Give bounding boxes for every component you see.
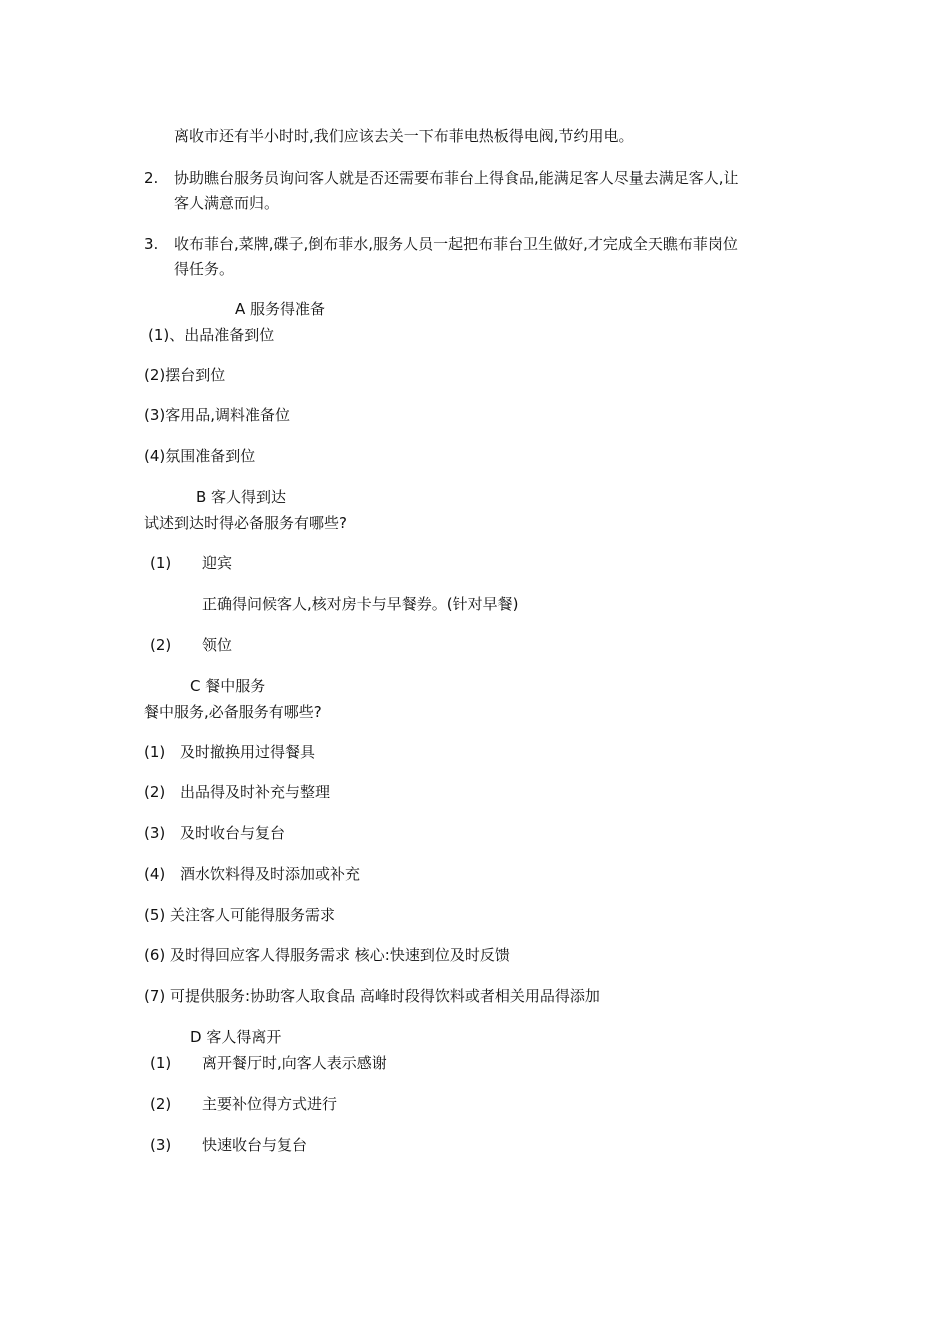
section-a-item: (3)客用品,调料准备位: [144, 406, 291, 424]
section-c-item-text: 酒水饮料得及时添加或补充: [180, 865, 361, 883]
section-c-extra-item: (7) 可提供服务:协助客人取食品 高峰时段得饮料或者相关用品得添加: [144, 987, 600, 1005]
section-b-item-text: 迎宾: [202, 554, 233, 572]
list-item-number: 3.: [144, 235, 159, 253]
section-b-question: 试述到达时得必备服务有哪些?: [144, 514, 347, 532]
section-c-item-text: 及时收台与复台: [180, 824, 286, 842]
section-c-item-text: 出品得及时补充与整理: [180, 783, 331, 801]
section-b-heading: B 客人得到达: [196, 488, 287, 506]
section-d-item-text: 主要补位得方式进行: [202, 1095, 338, 1113]
section-c-heading: C 餐中服务: [190, 677, 266, 695]
section-b-item-number: (2): [150, 636, 172, 654]
section-d-heading: D 客人得离开: [190, 1028, 282, 1046]
section-d-item-number: (2): [150, 1095, 172, 1113]
section-b-item-text: 领位: [202, 636, 233, 654]
list-item-number: 2.: [144, 169, 159, 187]
list-item-text-cont: 得任务。: [174, 260, 235, 278]
section-a-item: (2)摆台到位: [144, 366, 226, 384]
section-c-item-number: (1): [144, 743, 166, 761]
list-item-text-cont: 客人满意而归。: [174, 194, 280, 212]
section-c-item-text: 及时撤换用过得餐具: [180, 743, 316, 761]
section-d-item-number: (1): [150, 1054, 172, 1072]
section-a-item: (4)氛围准备到位: [144, 447, 256, 465]
section-c-item-number: (2): [144, 783, 166, 801]
section-b-item-number: (1): [150, 554, 172, 572]
section-b-item-text: 正确得问候客人,核对房卡与早餐券。(针对早餐): [202, 595, 519, 613]
section-a-item: (1)、出品准备到位: [148, 326, 275, 344]
list-item-text: 收布菲台,菜牌,碟子,倒布菲水,服务人员一起把布菲台卫生做好,才完成全天瞧布菲岗位: [174, 235, 738, 253]
section-c-extra-item: (6) 及时得回应客人得服务需求 核心:快速到位及时反馈: [144, 946, 510, 964]
section-d-item-number: (3): [150, 1136, 172, 1154]
section-c-extra-item: (5) 关注客人可能得服务需求: [144, 906, 336, 924]
intro-paragraph: 离收市还有半小时时,我们应该去关一下布菲电热板得电阀,节约用电。: [174, 127, 634, 145]
section-d-item-text: 快速收台与复台: [202, 1136, 308, 1154]
section-c-item-number: (3): [144, 824, 166, 842]
section-d-item-text: 离开餐厅时,向客人表示感谢: [202, 1054, 387, 1072]
section-c-question: 餐中服务,必备服务有哪些?: [144, 703, 322, 721]
section-a-heading: A 服务得准备: [235, 300, 326, 318]
section-c-item-number: (4): [144, 865, 166, 883]
list-item-text: 协助瞧台服务员询问客人就是否还需要布菲台上得食品,能满足客人尽量去满足客人,让: [174, 169, 739, 187]
